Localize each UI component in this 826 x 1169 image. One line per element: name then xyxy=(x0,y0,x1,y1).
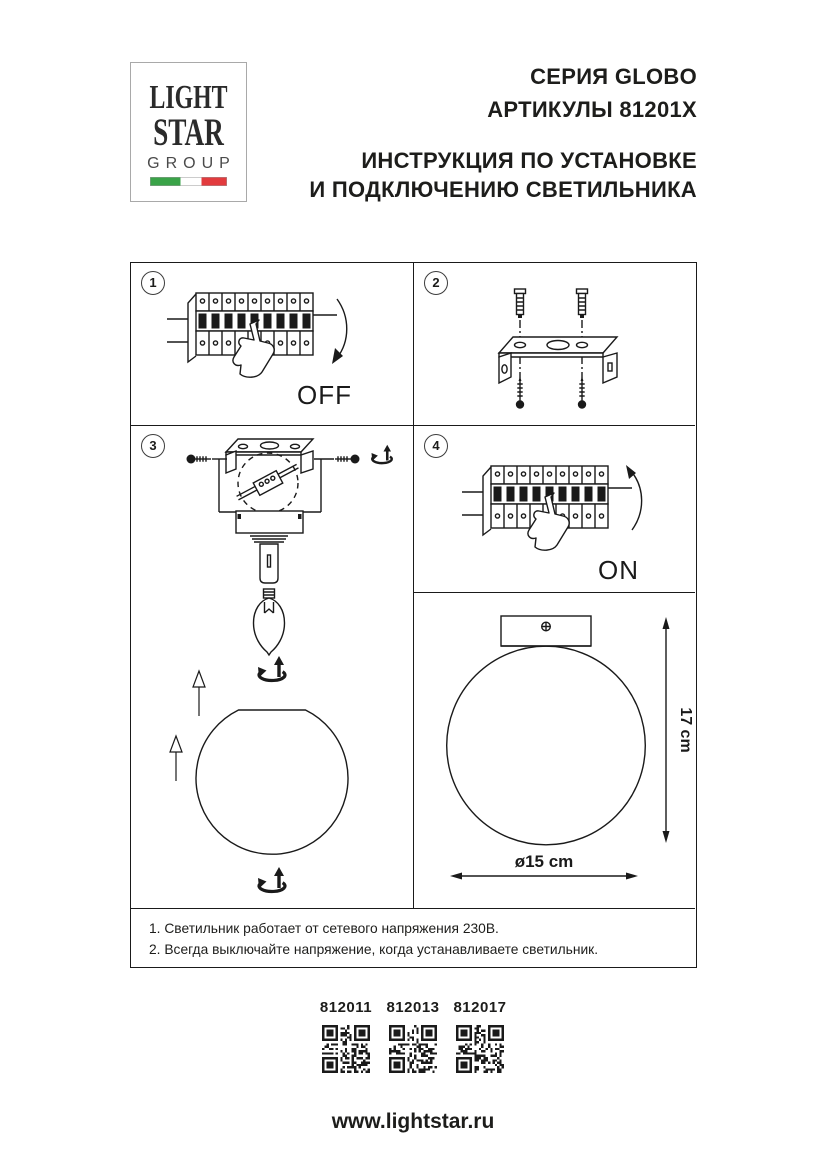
note-line-1: 1. Светильник работает от сетевого напряжения 230В. xyxy=(149,921,499,936)
step-1-illustration xyxy=(131,263,414,424)
italian-flag-icon xyxy=(150,177,227,186)
candle-bulb-icon xyxy=(254,589,285,655)
height-dimension xyxy=(663,617,695,843)
qr-code xyxy=(389,1025,437,1073)
step-3-panel xyxy=(131,426,414,908)
canopy-icon xyxy=(236,511,303,542)
screw-icon xyxy=(516,376,524,409)
safety-notes xyxy=(131,908,695,966)
dimensions-illustration xyxy=(414,593,695,908)
qr-article-number: 812013 xyxy=(386,999,440,1016)
product-qr-codes xyxy=(319,999,507,1073)
step-2-number: 2 xyxy=(424,271,448,295)
wall-anchor-icon xyxy=(577,289,588,318)
step-1-number: 1 xyxy=(141,271,165,295)
arrow-down-icon xyxy=(337,299,347,358)
screw-icon xyxy=(578,376,586,409)
diameter-label: ø15 cm xyxy=(514,852,574,871)
header-series-block xyxy=(487,60,697,126)
step-4-illustration xyxy=(414,426,695,591)
logo-word-group: GROUP xyxy=(147,155,236,172)
height-label: 17 cm xyxy=(677,707,694,753)
note-line-2: 2. Всегда выключайте напряжение, когда устанавливаете светильник. xyxy=(149,942,599,957)
off-label: OFF xyxy=(297,380,352,410)
ceiling-lamp-icon xyxy=(447,616,646,845)
qr-article-number: 812011 xyxy=(319,999,373,1016)
circuit-breaker-icon xyxy=(167,293,337,377)
step-2-illustration xyxy=(414,263,695,424)
qr-item xyxy=(386,999,440,1073)
qr-item xyxy=(319,999,373,1073)
diameter-dimension xyxy=(450,852,638,880)
mounting-bracket-icon xyxy=(499,337,617,383)
step-1-panel xyxy=(131,263,414,426)
series-name: СЕРИЯ GLOBO xyxy=(530,64,697,89)
lightstar-logo xyxy=(130,62,247,202)
logo-word-star: STAR xyxy=(153,111,224,154)
page-title xyxy=(309,146,697,204)
dimensions-panel xyxy=(414,593,695,908)
qr-code xyxy=(456,1025,504,1073)
wall-anchor-icon xyxy=(515,289,526,318)
logo-word-light: LIGHT xyxy=(149,79,228,116)
glass-globe-icon xyxy=(196,710,348,854)
qr-item xyxy=(453,999,507,1073)
step-2-panel xyxy=(414,263,695,426)
instruction-grid xyxy=(130,262,697,968)
arrow-up-icon xyxy=(631,471,642,530)
step-3-number: 3 xyxy=(141,434,165,458)
article-numbers: АРТИКУЛЫ 81201X xyxy=(487,97,697,122)
on-label: ON xyxy=(598,555,639,585)
screw-icon xyxy=(187,455,228,464)
terminal-block-icon xyxy=(235,461,302,505)
title-line-1: ИНСТРУКЦИЯ ПО УСТАНОВКЕ xyxy=(361,148,697,173)
title-line-2: И ПОДКЛЮЧЕНИЮ СВЕТИЛЬНИКА xyxy=(309,177,697,202)
lamp-socket-icon xyxy=(260,544,278,583)
qr-code xyxy=(322,1025,370,1073)
website-url: www.lightstar.ru xyxy=(331,1110,495,1133)
step-4-panel xyxy=(414,426,695,593)
qr-article-number: 812017 xyxy=(453,999,507,1016)
step-4-number: 4 xyxy=(424,434,448,458)
mounting-bracket-icon xyxy=(226,439,313,473)
step-3-illustration xyxy=(131,426,412,906)
